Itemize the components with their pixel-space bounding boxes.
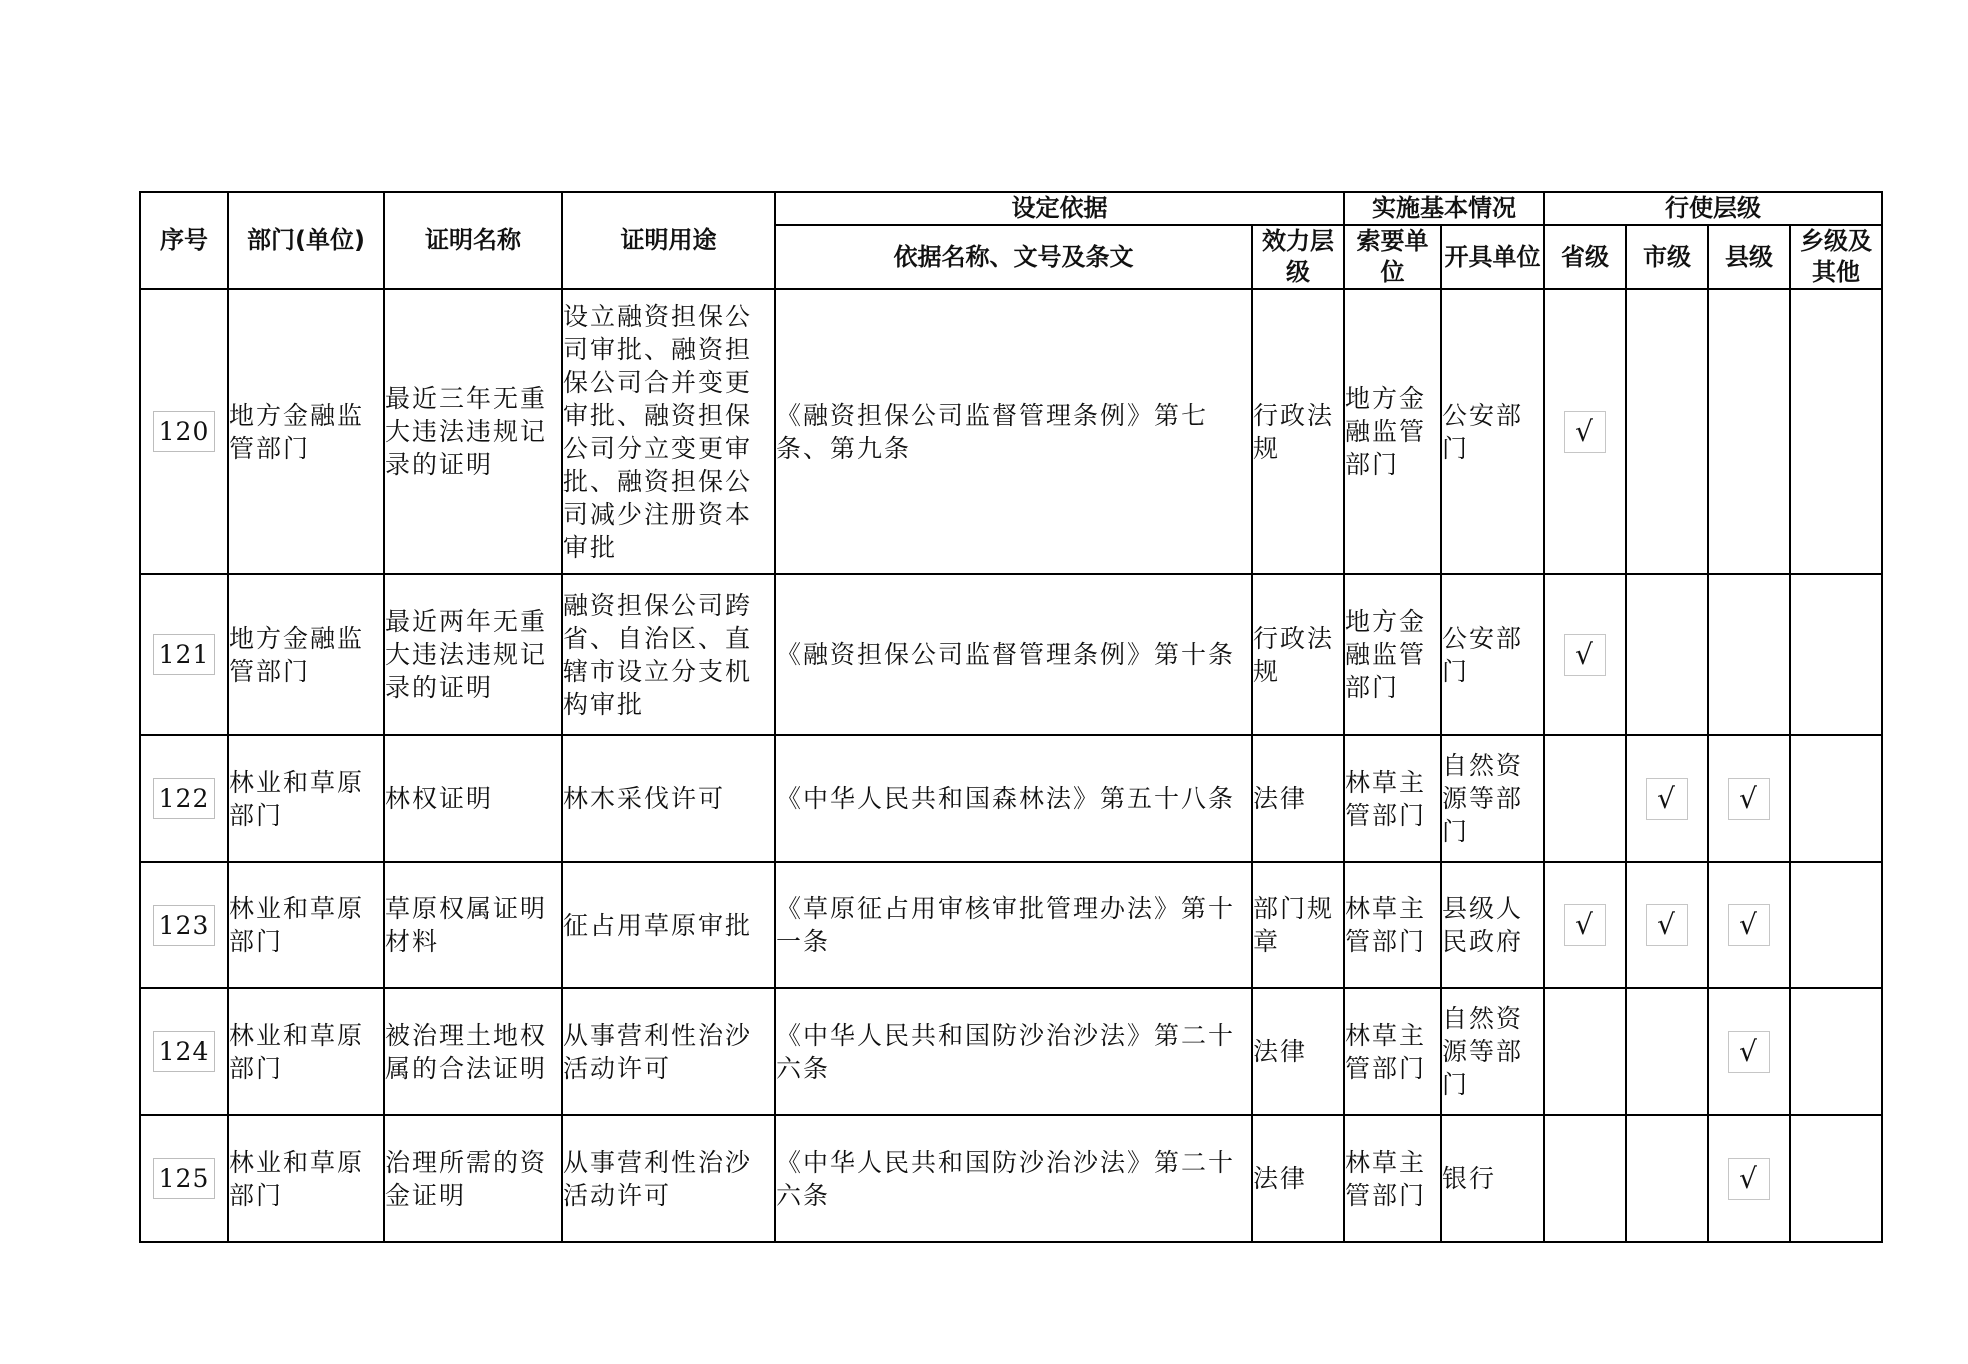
checkmark-icon: √ [1646,904,1688,946]
table-row [140,1115,1882,1242]
cert-name-cell: 最近三年无重大违法违规记录的证明 [384,289,562,574]
province-level-cell [1544,1115,1626,1242]
cert-use-cell: 从事营利性治沙活动许可 [562,988,775,1115]
basis-cell: 《草原征占用审核审批管理办法》第十一条 [775,862,1252,988]
basis-cell: 《中华人民共和国防沙治沙法》第二十六条 [775,1115,1252,1242]
township-level-cell [1790,574,1882,735]
checkmark-icon: √ [1728,1031,1770,1073]
cert-use-cell: 征占用草原审批 [562,862,775,988]
basis-cell: 《融资担保公司监督管理条例》第七条、第九条 [775,289,1252,574]
table-body [140,289,1882,1242]
table-row [140,862,1882,988]
province-level-cell [1544,289,1626,574]
dept-cell: 地方金融监管部门 [228,574,384,735]
cert-name-cell: 最近两年无重大违法违规记录的证明 [384,574,562,735]
table-row [140,735,1882,862]
township-level-cell [1790,988,1882,1115]
checkmark-icon: √ [1564,411,1606,453]
city-level-cell [1626,735,1708,862]
seq-cell-text: 123 [153,905,216,946]
request-unit-cell: 地方金融监管部门 [1344,574,1441,735]
issue-unit-cell: 自然资源等部门 [1441,988,1544,1115]
table-header [140,192,1882,289]
effect-level-cell: 行政法规 [1252,289,1344,574]
province-level-cell [1544,735,1626,862]
city-level-cell [1626,289,1708,574]
checkmark-icon: √ [1728,1158,1770,1200]
city-level-cell [1626,862,1708,988]
cert-name-cell: 治理所需的资金证明 [384,1115,562,1242]
seq-cell-text: 121 [153,634,216,675]
seq-cell [140,735,228,862]
header-province: 省级 [1544,225,1626,289]
seq-cell [140,289,228,574]
dept-cell: 林业和草原部门 [228,862,384,988]
effect-level-cell: 法律 [1252,988,1344,1115]
header-basis: 设定依据 [775,192,1344,225]
header-request-unit: 索要单位 [1344,225,1441,289]
township-level-cell [1790,289,1882,574]
seq-cell-text: 122 [153,778,216,819]
city-level-cell [1626,574,1708,735]
header-issue-unit: 开具单位 [1441,225,1544,289]
dept-cell: 林业和草原部门 [228,988,384,1115]
county-level-cell [1708,862,1790,988]
header-township: 乡级及其他 [1790,225,1882,289]
county-level-cell [1708,988,1790,1115]
seq-cell [140,862,228,988]
header-city: 市级 [1626,225,1708,289]
township-level-cell [1790,735,1882,862]
dept-cell: 地方金融监管部门 [228,289,384,574]
seq-cell [140,988,228,1115]
header-cert-use: 证明用途 [562,192,775,289]
seq-cell-text: 120 [153,411,216,452]
county-level-cell [1708,574,1790,735]
province-level-cell [1544,988,1626,1115]
issue-unit-cell: 自然资源等部门 [1441,735,1544,862]
header-cert-name: 证明名称 [384,192,562,289]
effect-level-cell: 法律 [1252,735,1344,862]
cert-use-cell: 设立融资担保公司审批、融资担保公司合并变更审批、融资担保公司分立变更审批、融资担保公司减少注册资本审批 [562,289,775,574]
header-impl: 实施基本情况 [1344,192,1544,225]
basis-cell: 《中华人民共和国森林法》第五十八条 [775,735,1252,862]
checkmark-icon: √ [1564,904,1606,946]
basis-cell: 《中华人民共和国防沙治沙法》第二十六条 [775,988,1252,1115]
table-row [140,574,1882,735]
cert-name-cell: 林权证明 [384,735,562,862]
cert-use-cell: 从事营利性治沙活动许可 [562,1115,775,1242]
issue-unit-cell: 县级人民政府 [1441,862,1544,988]
header-exercise-level: 行使层级 [1544,192,1882,225]
table-row [140,289,1882,574]
city-level-cell [1626,988,1708,1115]
checkmark-icon: √ [1646,778,1688,820]
request-unit-cell: 地方金融监管部门 [1344,289,1441,574]
header-county: 县级 [1708,225,1790,289]
checkmark-icon: √ [1728,778,1770,820]
effect-level-cell: 部门规章 [1252,862,1344,988]
request-unit-cell: 林草主管部门 [1344,862,1441,988]
issue-unit-cell: 公安部门 [1441,289,1544,574]
cert-use-cell: 林木采伐许可 [562,735,775,862]
checkmark-icon: √ [1564,634,1606,676]
cert-name-cell: 被治理土地权属的合法证明 [384,988,562,1115]
effect-level-cell: 法律 [1252,1115,1344,1242]
basis-cell: 《融资担保公司监督管理条例》第十条 [775,574,1252,735]
cert-name-cell: 草原权属证明材料 [384,862,562,988]
request-unit-cell: 林草主管部门 [1344,1115,1441,1242]
effect-level-cell: 行政法规 [1252,574,1344,735]
request-unit-cell: 林草主管部门 [1344,988,1441,1115]
dept-cell: 林业和草原部门 [228,1115,384,1242]
county-level-cell [1708,735,1790,862]
issue-unit-cell: 银行 [1441,1115,1544,1242]
city-level-cell [1626,1115,1708,1242]
request-unit-cell: 林草主管部门 [1344,735,1441,862]
header-seq: 序号 [140,192,228,289]
header-basis-name: 依据名称、文号及条文 [775,225,1252,289]
seq-cell-text: 124 [153,1031,216,1072]
seq-cell [140,1115,228,1242]
certificate-table [139,191,1883,1243]
province-level-cell [1544,862,1626,988]
issue-unit-cell: 公安部门 [1441,574,1544,735]
table-row [140,988,1882,1115]
township-level-cell [1790,1115,1882,1242]
county-level-cell [1708,1115,1790,1242]
header-effect-level: 效力层级 [1252,225,1344,289]
seq-cell-text: 125 [153,1158,216,1199]
checkmark-icon: √ [1728,904,1770,946]
township-level-cell [1790,862,1882,988]
cert-use-cell: 融资担保公司跨省、自治区、直辖市设立分支机构审批 [562,574,775,735]
header-dept: 部门(单位) [228,192,384,289]
province-level-cell [1544,574,1626,735]
seq-cell [140,574,228,735]
county-level-cell [1708,289,1790,574]
dept-cell: 林业和草原部门 [228,735,384,862]
